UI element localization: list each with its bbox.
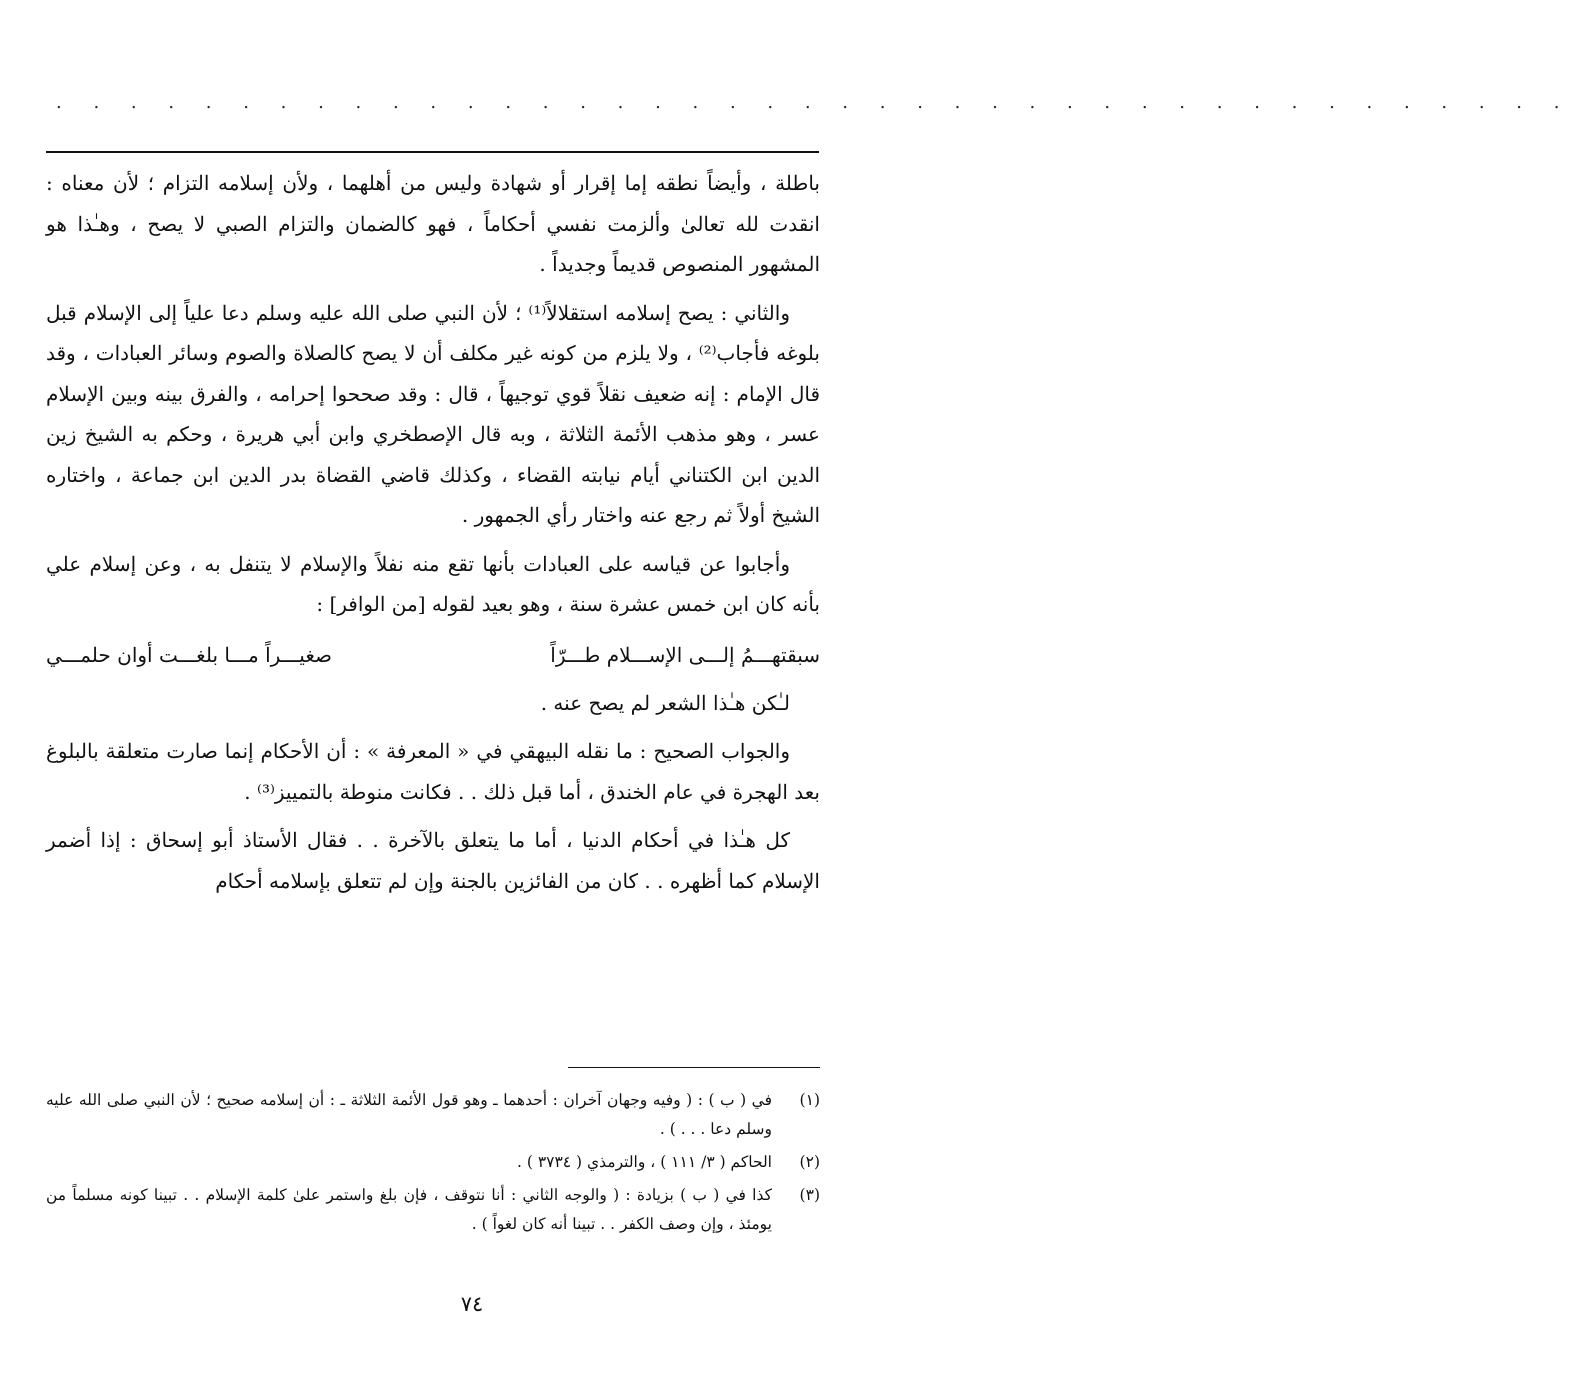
verse-hemistich-second: صغيـــراً مـــا بلغـــت أوان حلمـــي	[46, 642, 332, 667]
header-rule	[46, 151, 819, 153]
poetry-verse	[46, 635, 820, 675]
paragraph-after-verse: لـٰكن هـٰذا الشعر لم يصح عنه .	[540, 690, 790, 715]
footnote-1	[46, 1086, 820, 1144]
paragraph-1: باطلة ، وأيضاً نطقه إما إقرار أو شهادة وليس من أهلهما ، ولأن إسلامه التزام ؛ لأن معناه : انقدت لله تعالىٰ وألزمت نفسي أحكاماً ، فهو كالضمان والتزام الصبي لا يصح ، وهـٰذا هو المشهور المنصوص قديماً وجديداً .	[46, 171, 820, 276]
footnote-3	[46, 1181, 820, 1239]
footnote-separator	[568, 1067, 820, 1068]
main-text	[46, 163, 820, 909]
footnote-number: (٣)	[799, 1186, 820, 1204]
footnote-number: (٢)	[799, 1153, 820, 1171]
page-number: ٧٤	[460, 1292, 484, 1316]
footnote-number: (١)	[799, 1091, 820, 1109]
footnote-text: في ( ب ) : ( وفيه وجهان آخران : أحدهما ـ وهو قول الأئمة الثلاثة ـ : أن إسلامه صحيح ؛ لأن النبي صلى الله عليه وسلم دعا . . . ) .	[46, 1091, 772, 1138]
footnotes	[46, 1086, 820, 1243]
footnote-text: الحاكم ( ٣/ ١١١ ) ، والترمذي ( ٣٧٣٤ ) .	[516, 1153, 772, 1171]
paragraph-5: كل هـٰذا في أحكام الدنيا ، أما ما يتعلق بالآخرة . . فقال الأستاذ أبو إسحاق : إذا أضمر الإسلام كما أظهره . . كان من الفائزين بالجنة وإن لم تتعلق بإسلامه أحكام	[46, 828, 820, 893]
verse-hemistich-first: سبقتهـــمُ إلـــى الإســـلام طـــرّاً	[550, 642, 820, 667]
footnote-text: كذا في ( ب ) بزيادة : ( والوجه الثاني : أنا نتوقف ، فإن بلغ واستمر علىٰ كلمة الإسلام . . تبينا كونه مسلماً من يومئذ ، وإن وصف الكفر . . تبينا أنه كان لغواً ) .	[46, 1186, 772, 1233]
header-dot-leader: . . . . . . . . . . . . . . . . . . . . . . . . . . . . . . . . . . . . . . . . .	[56, 92, 1572, 113]
paragraph-4: والجواب الصحيح : ما نقله البيهقي في « المعرفة » : أن الأحكام إنما صارت متعلقة بالبلوغ بعد الهجرة في عام الخندق ، أما قبل ذلك . . فكانت منوطة بالتمييز⁽³⁾ .	[46, 739, 820, 804]
footnote-2	[46, 1148, 820, 1177]
paragraph-3: وأجابوا عن قياسه على العبادات بأنها تقع منه نفلاً والإسلام لا يتنفل به ، وعن إسلام علي بأنه كان ابن خمس عشرة سنة ، وهو بعيد لقوله [من الوافر] :	[46, 551, 820, 616]
paragraph-2: والثاني : يصح إسلامه استقلالاً⁽¹⁾ ؛ لأن النبي صلى الله عليه وسلم دعا علياً إلى الإسلام قبل بلوغه فأجاب⁽²⁾ ، ولا يلزم من كونه غير مكلف أن لا يصح كالصلاة والصوم وسائر العبادات ، وقد قال الإمام : إنه ضعيف نقلاً قوي توجيهاً ، قال : وقد صححوا إحرامه ، والفرق بينه وبين الإسلام عسر ، وهو مذهب الأئمة الثلاثة ، وبه قال الإصطخري وابن أبي هريرة ، وحكم به الشيخ زين الدين ابن الكتناني أيام نيابته القضاء ، وكذلك قاضي القضاة بدر الدين ابن جماعة ، واختاره الشيخ أولاً ثم رجع عنه واختار رأي الجمهور .	[46, 300, 820, 527]
